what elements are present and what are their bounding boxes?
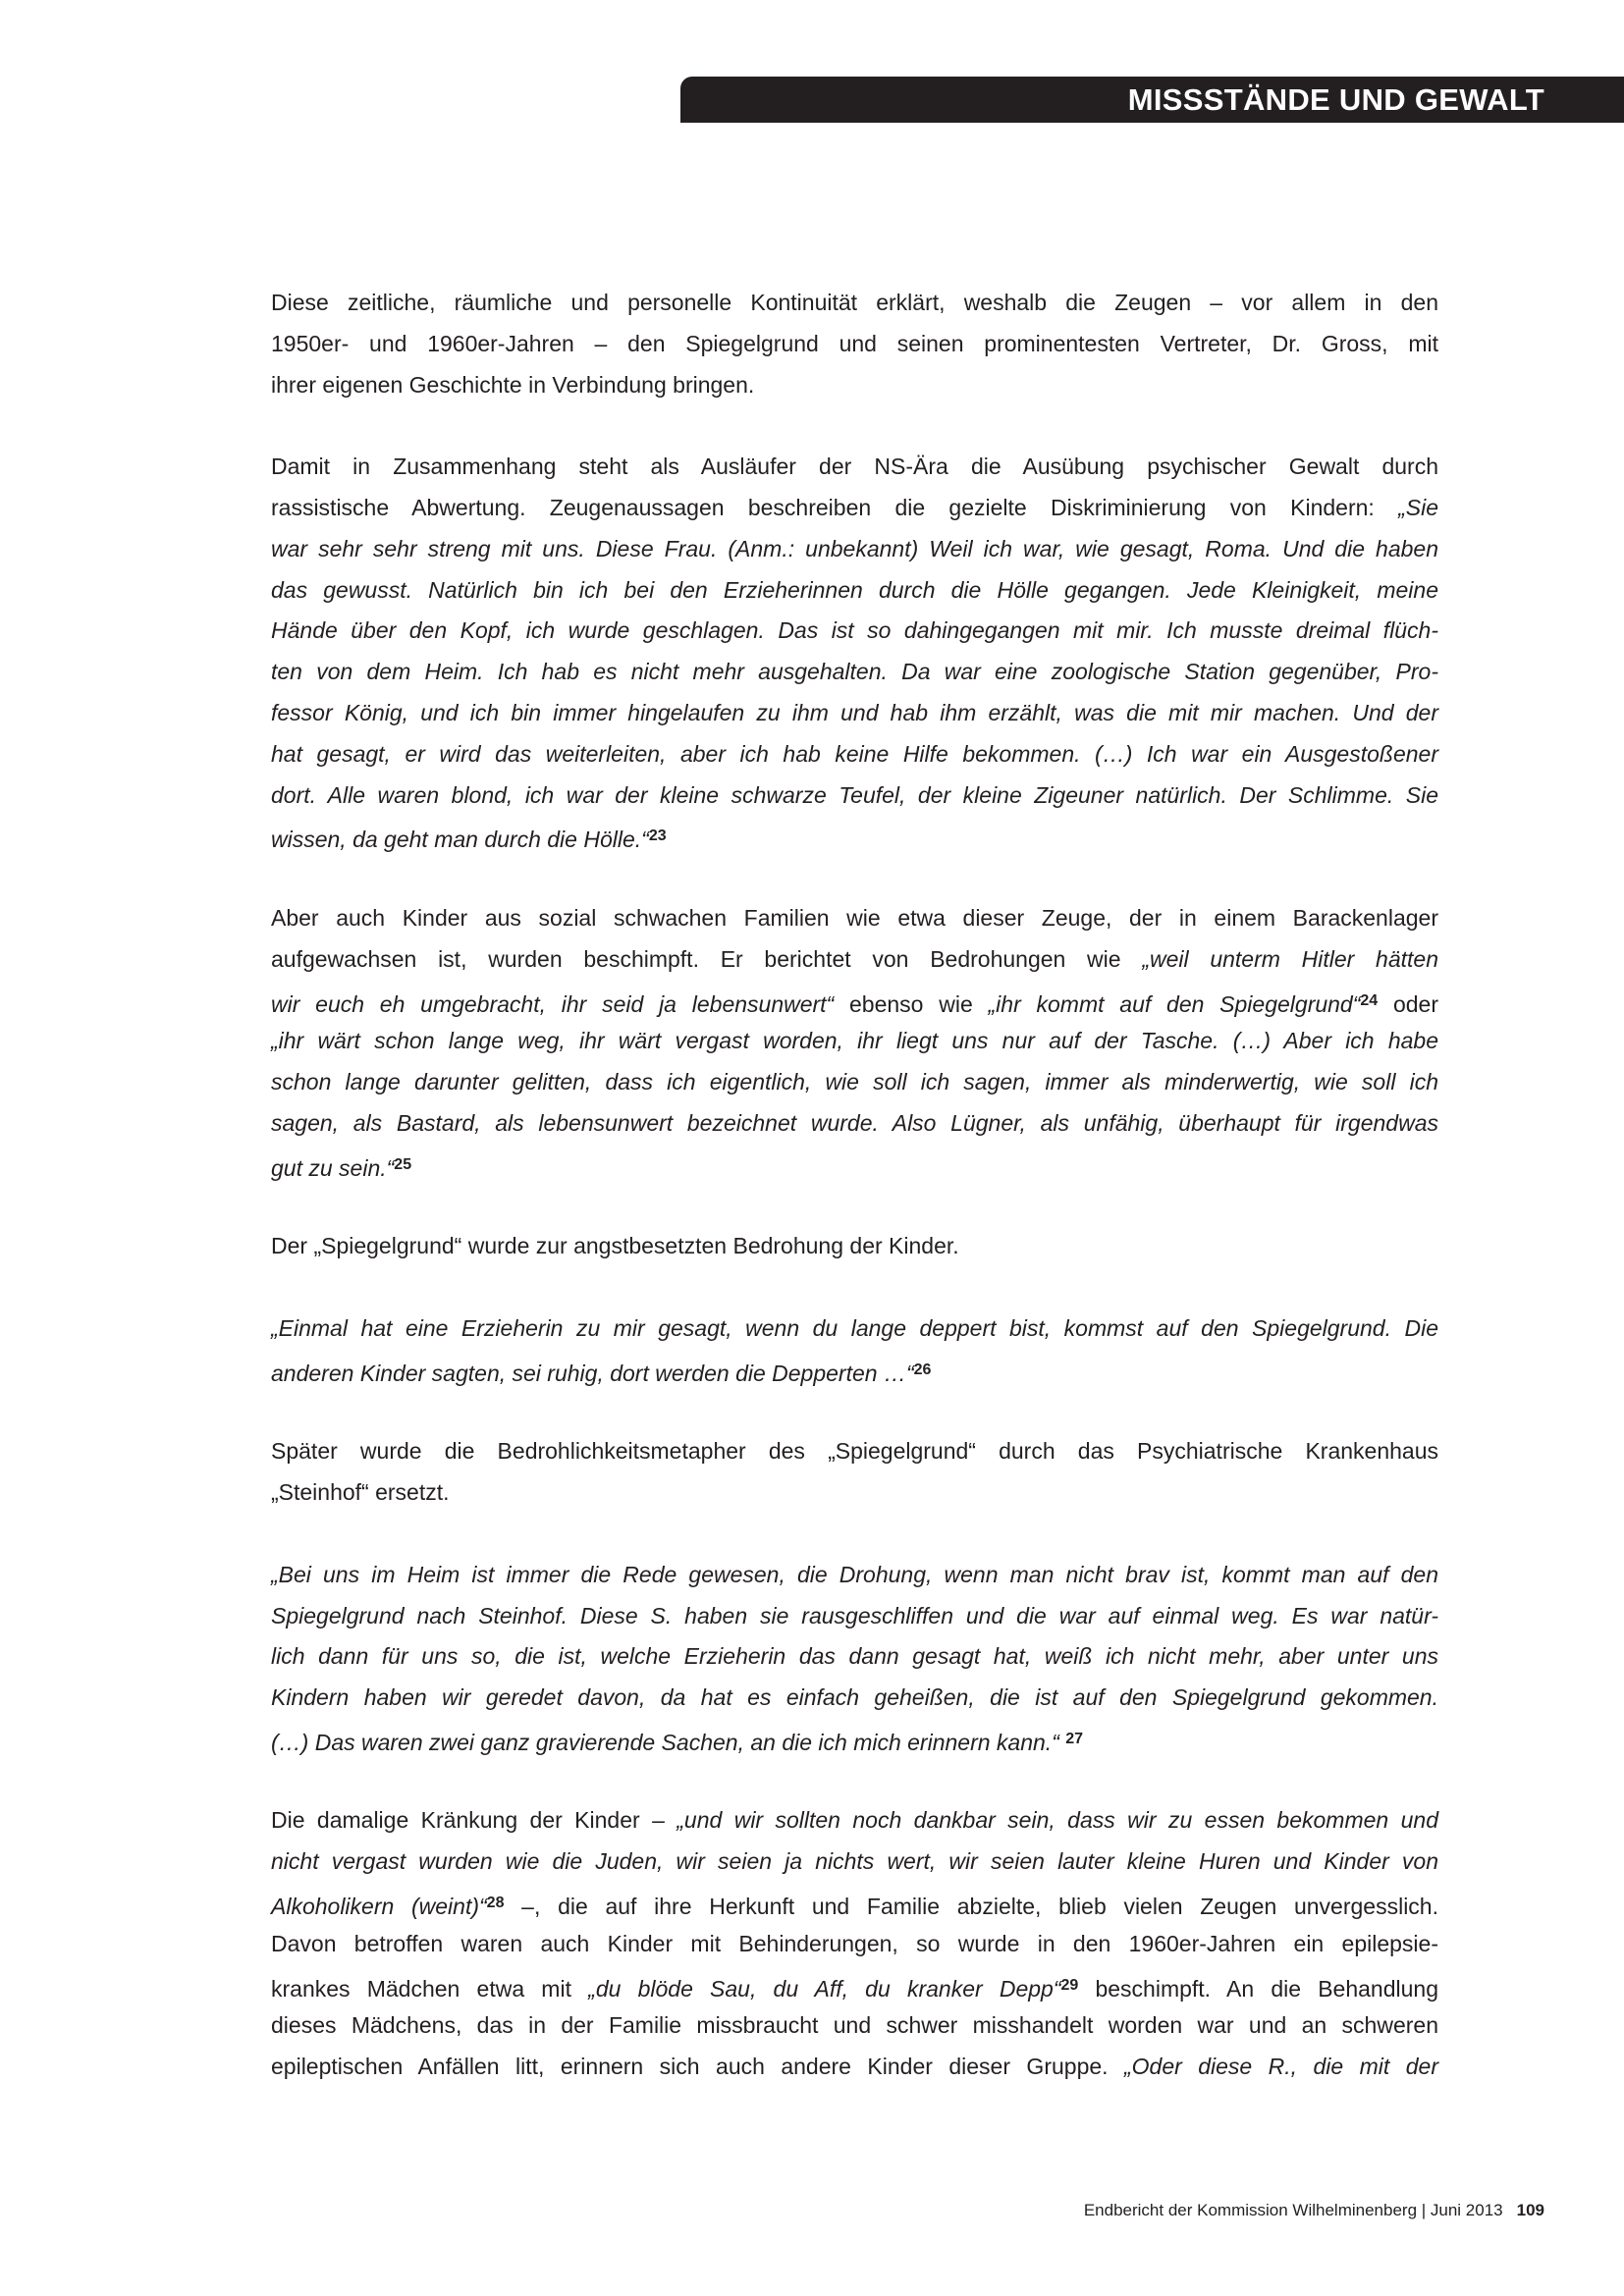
quote-text: „Sie — [1398, 494, 1438, 520]
text-line — [271, 775, 1438, 817]
quote-text: nicht vergast wurden wie die Juden, wir seien ja nichts wert, wir seien lauter kleine Huren und Kinder von — [271, 1848, 1438, 1875]
page-number: 109 — [1516, 2201, 1544, 2219]
text-line — [271, 652, 1438, 693]
quote-text: sagen, als Bastard, als lebensunwert bezeichnet wurde. Also Lügner, als unfähig, überhaupt für irgendwas — [271, 1109, 1438, 1136]
footnote-ref: 23 — [648, 828, 667, 845]
footnote-ref: 27 — [1065, 1730, 1084, 1747]
text-line — [271, 529, 1438, 570]
text-line — [271, 1596, 1438, 1637]
text-line — [271, 1842, 1438, 1883]
text-line — [271, 1883, 1438, 1924]
text: Die damalige Kränkung der Kinder – — [271, 1807, 677, 1834]
text: aufgewachsen ist, wurden beschimpft. Er berichtet von Bedrohungen wie — [271, 945, 1143, 972]
text-line — [271, 1308, 1438, 1350]
quote-text: „Oder diese R., die mit der — [1123, 2054, 1438, 2080]
text-line — [271, 1226, 1438, 1267]
paragraph — [271, 1431, 1438, 1514]
text-line — [271, 1719, 1438, 1760]
quote-text: hat gesagt, er wird das weiterleiten, aber ich hab keine Hilfe bekommen. (…) Ich war ein Ausgestoßener — [271, 740, 1438, 767]
paragraph — [271, 1555, 1438, 1760]
text: „Steinhof“ ersetzt. — [271, 1479, 450, 1506]
footer-publication: Endbericht der Kommission Wilhelminenberg | Juni 2013 — [1083, 2201, 1503, 2219]
paragraph — [271, 1800, 1438, 2088]
paragraph — [271, 1226, 1438, 1267]
text-line — [271, 283, 1438, 324]
quote-text: dort. Alle waren blond, ich war der kleine schwarze Teufel, der kleine Zigeuner natürlich. Der Schlimme. Sie — [271, 781, 1438, 808]
quote-text: „weil unterm Hitler hätten — [1142, 945, 1438, 972]
text: Davon betroffen waren auch Kinder mit Behinderungen, so wurde in den 1960er-Jahren ein epilepsie- — [271, 1930, 1438, 1956]
text-line — [271, 1965, 1438, 2006]
text-line — [271, 1103, 1438, 1145]
text-line — [271, 447, 1438, 488]
text-line — [271, 611, 1438, 652]
quote-text: „Einmal hat eine Erzieherin zu mir gesagt, wenn du lange deppert bist, kommst auf den Spiegelgrund. Die — [271, 1314, 1438, 1341]
footnote-ref: 29 — [1060, 1976, 1079, 1994]
footnote-ref: 25 — [394, 1155, 412, 1173]
text: Damit in Zusammenhang steht als Ausläufer der NS-Ära die Ausübung psychischer Gewalt durch — [271, 454, 1438, 480]
quote-text: fessor König, und ich bin immer hingelaufen zu ihm und hab ihm erzählt, was die mit mir machen. Und der — [271, 699, 1438, 725]
body-text — [271, 283, 1438, 2129]
text: –, die auf ihre Herkunft und Familie abzielte, blieb vielen Zeugen unvergesslich. — [504, 1894, 1438, 1920]
quote-text: Spiegelgrund nach Steinhof. Diese S. haben sie rausgeschliffen und die war auf einmal weg. Es war natür- — [271, 1602, 1438, 1629]
quote-text: schon lange darunter gelitten, dass ich eigentlich, wie soll ich sagen, immer als minderwertig, wie soll ich — [271, 1069, 1438, 1095]
text-line — [271, 488, 1438, 529]
text-line — [271, 1555, 1438, 1596]
paragraph — [271, 1308, 1438, 1391]
text-line — [271, 1924, 1438, 1965]
text-line — [271, 2005, 1438, 2047]
text-line — [271, 365, 1438, 406]
text: oder — [1378, 990, 1438, 1017]
quote-text: „du blöde Sau, du Aff, du kranker Depp“ — [588, 1975, 1061, 2002]
text-line — [271, 1350, 1438, 1391]
section-header-bar — [680, 77, 1624, 123]
quote-text: gut zu sein.“ — [271, 1154, 395, 1181]
paragraph — [271, 447, 1438, 857]
text-line — [271, 1062, 1438, 1103]
text-line — [271, 898, 1438, 939]
page-footer — [1084, 2201, 1544, 2220]
quote-text: das gewusst. Natürlich bin ich bei den Erzieherinnen durch die Hölle gegangen. Jede Kleinigkeit, meine — [271, 576, 1438, 603]
text-line — [271, 981, 1438, 1022]
text-line — [271, 1145, 1438, 1186]
text-line — [271, 1021, 1438, 1062]
text: Aber auch Kinder aus sozial schwachen Familien wie etwa dieser Zeuge, der in einem Barackenlager — [271, 904, 1438, 931]
quote-text: „ihr kommt auf den Spiegelgrund“ — [988, 990, 1361, 1017]
text: krankes Mädchen etwa mit — [271, 1975, 589, 2002]
text-line — [271, 734, 1438, 775]
quote-text: „Bei uns im Heim ist immer die Rede gewesen, die Drohung, wenn man nicht brav ist, kommt man auf den — [271, 1561, 1438, 1587]
paragraph — [271, 283, 1438, 405]
quote-text: (…) Das waren zwei ganz gravierende Sachen, an die ich mich erinnern kann.“ — [271, 1729, 1066, 1755]
text-line — [271, 324, 1438, 365]
quote-text: „ihr wärt schon lange weg, ihr wärt vergast worden, ihr liegt uns nur auf der Tasche. (…) Aber ich habe — [271, 1028, 1438, 1054]
paragraph — [271, 898, 1438, 1186]
footnote-ref: 28 — [486, 1895, 505, 1912]
text-line — [271, 816, 1438, 857]
text: ihrer eigenen Geschichte in Verbindung bringen. — [271, 371, 755, 398]
footnote-ref: 24 — [1360, 991, 1379, 1009]
text-line — [271, 2047, 1438, 2088]
text-line — [271, 939, 1438, 981]
quote-text: wissen, da geht man durch die Hölle.“ — [271, 827, 649, 853]
quote-text: war sehr sehr streng mit uns. Diese Frau. (Anm.: unbekannt) Weil ich war, wie gesagt, Roma. Und die haben — [271, 535, 1438, 561]
text-line — [271, 1800, 1438, 1842]
quote-text: ten von dem Heim. Ich hab es nicht mehr ausgehalten. Da war eine zoologische Station gegenüber, Pro- — [271, 659, 1438, 685]
quote-text: Alkoholikern (weint)“ — [271, 1894, 487, 1920]
text: ebenso wie — [834, 990, 989, 1017]
quote-text: wir euch eh umgebracht, ihr seid ja lebensunwert“ — [271, 990, 835, 1017]
section-title: MISSSTÄNDE UND GEWALT — [1127, 82, 1544, 117]
quote-text: lich dann für uns so, die ist, welche Erzieherin das dann gesagt hat, weiß ich nicht mehr, aber unter uns — [271, 1643, 1438, 1670]
quote-text: anderen Kinder sagten, sei ruhig, dort werden die Depperten …“ — [271, 1360, 914, 1386]
text: beschimpft. An die Behandlung — [1078, 1975, 1438, 2002]
text-line — [271, 570, 1438, 612]
text-line — [271, 1636, 1438, 1678]
footnote-ref: 26 — [913, 1361, 932, 1378]
text: Diese zeitliche, räumliche und personelle Kontinuität erklärt, weshalb die Zeugen – vor allem in den — [271, 290, 1438, 315]
text-line — [271, 693, 1438, 734]
quote-text: „und wir sollten noch dankbar sein, dass wir zu essen bekommen und — [677, 1807, 1438, 1834]
text: dieses Mädchens, das in der Familie missbraucht und schwer misshandelt worden war und an schweren — [271, 2012, 1438, 2039]
quote-text: Kindern haben wir geredet davon, da hat es einfach geheißen, die ist auf den Spiegelgrund gekommen. — [271, 1684, 1438, 1711]
text-line — [271, 1431, 1438, 1472]
text: Der „Spiegelgrund“ wurde zur angstbesetzten Bedrohung der Kinder. — [271, 1233, 959, 1259]
text: epileptischen Anfällen litt, erinnern sich auch andere Kinder dieser Gruppe. — [271, 2054, 1124, 2080]
text: Später wurde die Bedrohlichkeitsmetapher des „Spiegelgrund“ durch das Psychiatrische Krankenhaus — [271, 1438, 1438, 1465]
text: 1950er- und 1960er-Jahren – den Spiegelgrund und seinen prominentesten Vertreter, Dr. Gross, mit — [271, 330, 1438, 356]
quote-text: Hände über den Kopf, ich wurde geschlagen. Das ist so dahingegangen mit mir. Ich musste dreimal flüch- — [271, 617, 1438, 644]
text-line — [271, 1472, 1438, 1514]
text: rassistische Abwertung. Zeugenaussagen beschreiben die gezielte Diskriminierung von Kindern: — [271, 494, 1399, 520]
text-line — [271, 1678, 1438, 1719]
